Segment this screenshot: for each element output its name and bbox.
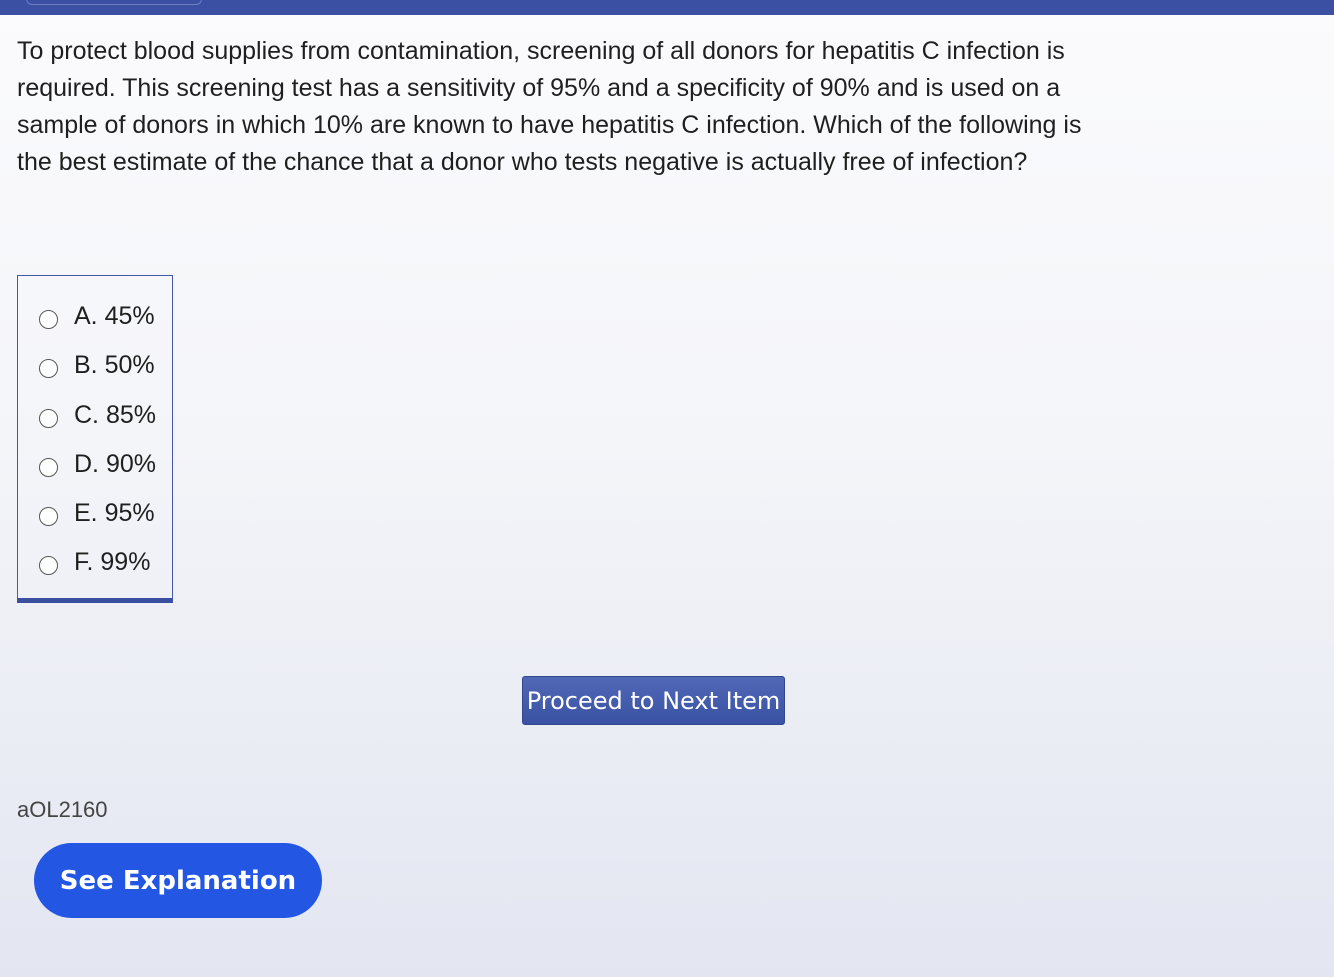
radio-button-icon[interactable]	[39, 556, 58, 575]
item-id: aOL2160	[17, 797, 108, 822]
answer-option-a[interactable]	[39, 301, 155, 331]
answer-option-f[interactable]	[39, 547, 150, 577]
answer-label: B. 50%	[74, 350, 155, 379]
top-bar	[0, 0, 1334, 15]
answer-label: A. 45%	[74, 301, 155, 330]
answer-label: C. 85%	[74, 400, 156, 429]
radio-button-icon[interactable]	[39, 458, 58, 477]
radio-button-icon[interactable]	[39, 310, 58, 329]
answer-label: F. 99%	[74, 547, 151, 576]
answer-option-e[interactable]	[39, 498, 155, 528]
proceed-next-item-button[interactable]: Proceed to Next Item	[522, 676, 785, 725]
see-explanation-button[interactable]: See Explanation	[34, 843, 322, 918]
answer-choices	[17, 275, 173, 603]
top-bar-tab[interactable]	[26, 0, 202, 5]
radio-button-icon[interactable]	[39, 507, 58, 526]
answer-label: D. 90%	[74, 449, 156, 478]
question-stem: To protect blood supplies from contamination, screening of all donors for hepatitis C infection is required. This screening test has a sensitivity of 95% and a specificity of 90% and is used on a sample of donors in which 10% are known to have hepatitis C infection. Which of the following is the best estimate of the chance that a donor who tests negative is actually free of infection?	[17, 37, 1082, 176]
answer-option-b[interactable]	[39, 350, 155, 380]
answer-option-d[interactable]	[39, 449, 156, 479]
radio-button-icon[interactable]	[39, 409, 58, 428]
answer-option-c[interactable]	[39, 400, 156, 430]
radio-button-icon[interactable]	[39, 359, 58, 378]
answer-label: E. 95%	[74, 498, 155, 527]
